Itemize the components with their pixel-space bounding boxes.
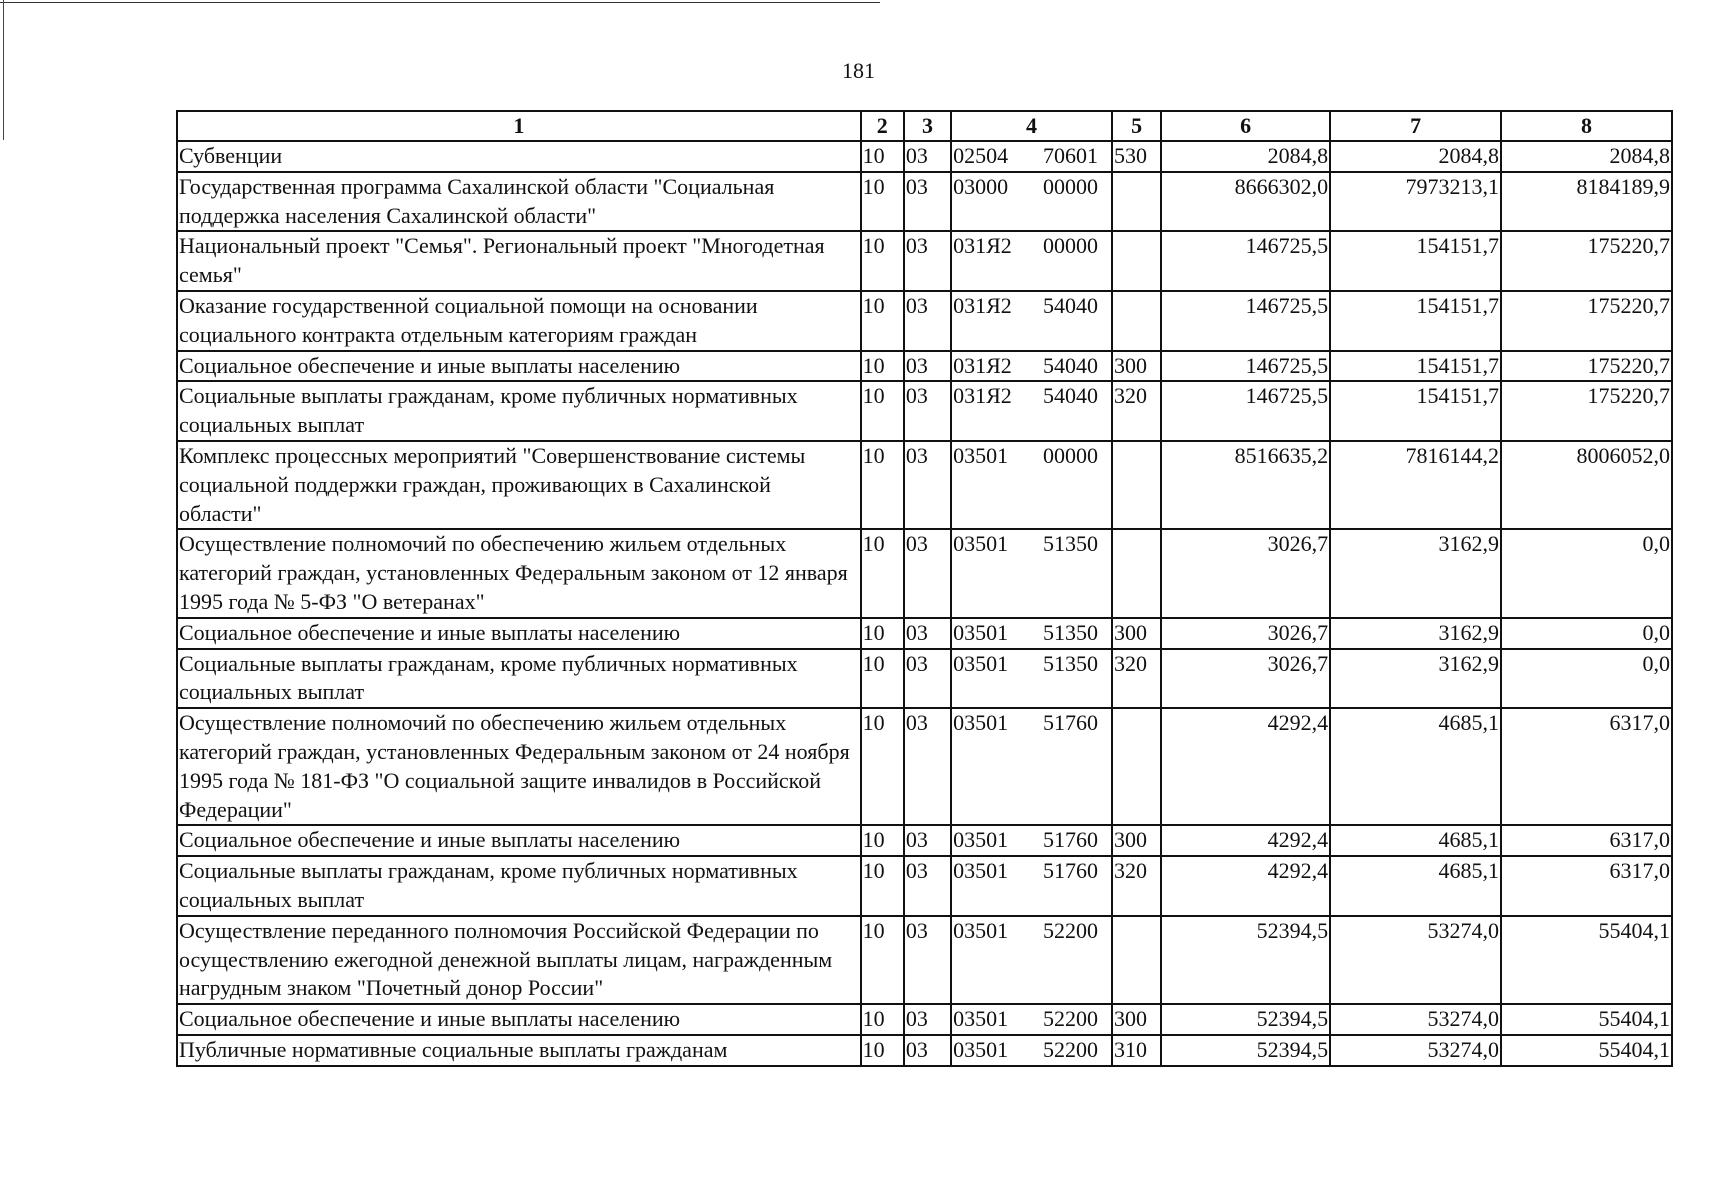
section-code: 10 [861, 1004, 904, 1035]
row-name: Социальные выплаты гражданам, кроме публичных нормативных социальных выплат [177, 649, 861, 709]
row-name: Оказание государственной социальной помощи на основании социального контракта отдельным категориям граждан [177, 291, 861, 351]
amount-col-6: 2084,8 [1161, 141, 1330, 172]
amount-col-8: 55404,1 [1501, 1035, 1672, 1066]
subsection-code: 03 [904, 916, 951, 1004]
amount-col-7: 7973213,1 [1330, 172, 1501, 232]
row-name: Социальное обеспечение и иные выплаты населению [177, 618, 861, 649]
row-name: Осуществление переданного полномочия Российской Федерации по осуществлению ежегодной денежной выплаты лицам, награжденным нагрудным знаком "Почетный донор России" [177, 916, 861, 1004]
amount-col-6: 146725,5 [1161, 351, 1330, 382]
target-article-program: 02504 [953, 143, 1009, 168]
amount-col-7: 4685,1 [1330, 825, 1501, 856]
subsection-code: 03 [904, 825, 951, 856]
table-row [177, 618, 1672, 649]
section-code: 10 [861, 1035, 904, 1066]
target-article-program: 03501 [953, 1006, 1009, 1032]
target-article-program: 03501 [953, 858, 1009, 884]
target-article-direction: 51350 [1042, 619, 1098, 645]
section-code: 10 [861, 141, 904, 172]
expense-type-code: 310 [1112, 1035, 1161, 1066]
target-article-direction: 52200 [1042, 917, 1098, 943]
amount-col-7: 7816144,2 [1330, 441, 1501, 529]
table-row [177, 231, 1672, 291]
amount-col-8: 0,0 [1501, 529, 1672, 617]
amount-col-6: 4292,4 [1161, 856, 1330, 916]
table-row [177, 649, 1672, 709]
row-name: Социальное обеспечение и иные выплаты населению [177, 351, 861, 382]
table-row [177, 1035, 1672, 1066]
column-header: 3 [904, 111, 951, 141]
target-article-program: 03501 [953, 650, 1009, 676]
subsection-code: 03 [904, 1004, 951, 1035]
target-article-direction: 00000 [1042, 233, 1098, 259]
amount-col-7: 2084,8 [1330, 141, 1501, 172]
column-header: 2 [861, 111, 904, 141]
section-code: 10 [861, 381, 904, 441]
scan-top-rule [0, 2, 880, 3]
row-name: Национальный проект "Семья". Региональный проект "Многодетная семья" [177, 231, 861, 291]
expense-type-code [1112, 231, 1161, 291]
target-article-program: 031Я2 [953, 352, 1012, 378]
target-article [951, 351, 1112, 382]
amount-col-6: 4292,4 [1161, 708, 1330, 825]
target-article-direction: 51760 [1042, 827, 1098, 853]
amount-col-6: 146725,5 [1161, 291, 1330, 351]
target-article-direction: 51350 [1042, 650, 1098, 676]
target-article-program: 031Я2 [953, 233, 1012, 259]
row-name: Государственная программа Сахалинской области "Социальная поддержка населения Сахалинской области" [177, 172, 861, 232]
table-row [177, 856, 1672, 916]
table-row [177, 441, 1672, 529]
expense-type-code: 300 [1112, 618, 1161, 649]
table-row [177, 708, 1672, 825]
amount-col-8: 175220,7 [1501, 381, 1672, 441]
column-header: 7 [1330, 111, 1501, 141]
target-article-program: 03501 [953, 917, 1009, 943]
amount-col-7: 154151,7 [1330, 381, 1501, 441]
amount-col-8: 6317,0 [1501, 708, 1672, 825]
amount-col-7: 53274,0 [1330, 1035, 1501, 1066]
expense-type-code: 320 [1112, 381, 1161, 441]
subsection-code: 03 [904, 856, 951, 916]
amount-col-6: 52394,5 [1161, 1035, 1330, 1066]
amount-col-7: 4685,1 [1330, 708, 1501, 825]
target-article-program: 03501 [953, 1036, 1009, 1062]
table-header-row [177, 111, 1672, 141]
subsection-code: 03 [904, 441, 951, 529]
target-article-direction: 52200 [1042, 1006, 1098, 1032]
row-name: Социальное обеспечение и иные выплаты населению [177, 825, 861, 856]
target-article [951, 441, 1112, 529]
target-article-program: 03501 [953, 619, 1009, 645]
section-code: 10 [861, 856, 904, 916]
section-code: 10 [861, 825, 904, 856]
amount-col-7: 53274,0 [1330, 1004, 1501, 1035]
amount-col-8: 175220,7 [1501, 291, 1672, 351]
column-header: 8 [1501, 111, 1672, 141]
expense-type-code [1112, 441, 1161, 529]
amount-col-8: 55404,1 [1501, 1004, 1672, 1035]
expense-type-code [1112, 172, 1161, 232]
subsection-code: 03 [904, 618, 951, 649]
amount-col-7: 154151,7 [1330, 291, 1501, 351]
amount-col-7: 3162,9 [1330, 529, 1501, 617]
expense-type-code: 530 [1112, 141, 1161, 172]
row-name: Социальные выплаты гражданам, кроме публичных нормативных социальных выплат [177, 856, 861, 916]
target-article [951, 618, 1112, 649]
amount-col-8: 2084,8 [1501, 141, 1672, 172]
row-name: Субвенции [177, 141, 861, 172]
target-article [951, 649, 1112, 709]
target-article [951, 529, 1112, 617]
amount-col-8: 8006052,0 [1501, 441, 1672, 529]
row-name: Социальные выплаты гражданам, кроме публичных нормативных социальных выплат [177, 381, 861, 441]
target-article [951, 1004, 1112, 1035]
section-code: 10 [861, 172, 904, 232]
row-name: Осуществление полномочий по обеспечению жильем отдельных категорий граждан, установленных Федеральным законом от 12 января 1995 года № 5-ФЗ "О ветеранах" [177, 529, 861, 617]
target-article-direction: 54040 [1042, 292, 1098, 318]
row-name: Комплекс процессных мероприятий "Совершенствование системы социальной поддержки граждан, проживающих в Сахалинской области" [177, 441, 861, 529]
table-row [177, 916, 1672, 1004]
target-article [951, 1035, 1112, 1066]
page-number: 181 [842, 58, 875, 83]
expense-type-code: 300 [1112, 825, 1161, 856]
target-article-direction: 00000 [1042, 442, 1098, 468]
table-row [177, 291, 1672, 351]
table-row [177, 825, 1672, 856]
target-article-direction: 70601 [1042, 143, 1098, 168]
section-code: 10 [861, 618, 904, 649]
amount-col-7: 3162,9 [1330, 649, 1501, 709]
target-article-program: 03501 [953, 442, 1009, 468]
amount-col-8: 55404,1 [1501, 916, 1672, 1004]
amount-col-7: 53274,0 [1330, 916, 1501, 1004]
target-article-program: 03501 [953, 710, 1009, 736]
subsection-code: 03 [904, 649, 951, 709]
target-article-program: 031Я2 [953, 292, 1012, 318]
expense-type-code [1112, 529, 1161, 617]
target-article-direction: 51760 [1042, 858, 1098, 884]
target-article-direction: 51350 [1042, 531, 1098, 557]
target-article-direction: 54040 [1042, 352, 1098, 378]
expense-type-code: 300 [1112, 351, 1161, 382]
budget-table [176, 110, 1673, 1067]
row-name: Осуществление полномочий по обеспечению жильем отдельных категорий граждан, установленных Федеральным законом от 24 ноября 1995 года № 181-ФЗ "О социальной защите инвалидов в Российской Федерации" [177, 708, 861, 825]
amount-col-6: 52394,5 [1161, 1004, 1330, 1035]
target-article [951, 825, 1112, 856]
amount-col-6: 8666302,0 [1161, 172, 1330, 232]
amount-col-6: 146725,5 [1161, 231, 1330, 291]
amount-col-6: 3026,7 [1161, 649, 1330, 709]
table-row [177, 381, 1672, 441]
target-article [951, 231, 1112, 291]
target-article-direction: 00000 [1042, 173, 1098, 199]
expense-type-code [1112, 708, 1161, 825]
column-header: 4 [951, 111, 1112, 141]
target-article [951, 291, 1112, 351]
section-code: 10 [861, 231, 904, 291]
section-code: 10 [861, 916, 904, 1004]
target-article-program: 031Я2 [953, 383, 1012, 409]
amount-col-8: 0,0 [1501, 649, 1672, 709]
target-article-program: 03000 [953, 173, 1009, 199]
amount-col-6: 4292,4 [1161, 825, 1330, 856]
subsection-code: 03 [904, 172, 951, 232]
amount-col-6: 8516635,2 [1161, 441, 1330, 529]
amount-col-6: 52394,5 [1161, 916, 1330, 1004]
target-article-direction: 52200 [1042, 1036, 1098, 1062]
column-header: 1 [177, 111, 861, 141]
section-code: 10 [861, 291, 904, 351]
expense-type-code [1112, 916, 1161, 1004]
section-code: 10 [861, 708, 904, 825]
table-row [177, 351, 1672, 382]
amount-col-8: 175220,7 [1501, 231, 1672, 291]
amount-col-8: 8184189,9 [1501, 172, 1672, 232]
expense-type-code: 320 [1112, 649, 1161, 709]
expense-type-code: 320 [1112, 856, 1161, 916]
table-row [177, 529, 1672, 617]
amount-col-8: 6317,0 [1501, 825, 1672, 856]
row-name: Социальное обеспечение и иные выплаты населению [177, 1004, 861, 1035]
row-name: Публичные нормативные социальные выплаты гражданам [177, 1035, 861, 1066]
subsection-code: 03 [904, 291, 951, 351]
expense-type-code [1112, 291, 1161, 351]
section-code: 10 [861, 649, 904, 709]
amount-col-6: 3026,7 [1161, 618, 1330, 649]
column-header: 5 [1112, 111, 1161, 141]
subsection-code: 03 [904, 141, 951, 172]
amount-col-8: 175220,7 [1501, 351, 1672, 382]
amount-col-8: 6317,0 [1501, 856, 1672, 916]
target-article-program: 03501 [953, 827, 1009, 853]
column-header: 6 [1161, 111, 1330, 141]
table-row [177, 172, 1672, 232]
amount-col-7: 154151,7 [1330, 351, 1501, 382]
target-article [951, 708, 1112, 825]
target-article-direction: 51760 [1042, 710, 1098, 736]
subsection-code: 03 [904, 708, 951, 825]
table-row [177, 141, 1672, 172]
subsection-code: 03 [904, 351, 951, 382]
target-article [951, 141, 1112, 172]
section-code: 10 [861, 351, 904, 382]
amount-col-7: 154151,7 [1330, 231, 1501, 291]
amount-col-6: 3026,7 [1161, 529, 1330, 617]
subsection-code: 03 [904, 1035, 951, 1066]
amount-col-8: 0,0 [1501, 618, 1672, 649]
subsection-code: 03 [904, 231, 951, 291]
subsection-code: 03 [904, 381, 951, 441]
section-code: 10 [861, 529, 904, 617]
amount-col-6: 146725,5 [1161, 381, 1330, 441]
table-row [177, 1004, 1672, 1035]
amount-col-7: 4685,1 [1330, 856, 1501, 916]
target-article-direction: 54040 [1042, 383, 1098, 409]
target-article [951, 856, 1112, 916]
section-code: 10 [861, 441, 904, 529]
expense-type-code: 300 [1112, 1004, 1161, 1035]
target-article [951, 172, 1112, 232]
amount-col-7: 3162,9 [1330, 618, 1501, 649]
subsection-code: 03 [904, 529, 951, 617]
target-article [951, 381, 1112, 441]
target-article-program: 03501 [953, 531, 1009, 557]
target-article [951, 916, 1112, 1004]
